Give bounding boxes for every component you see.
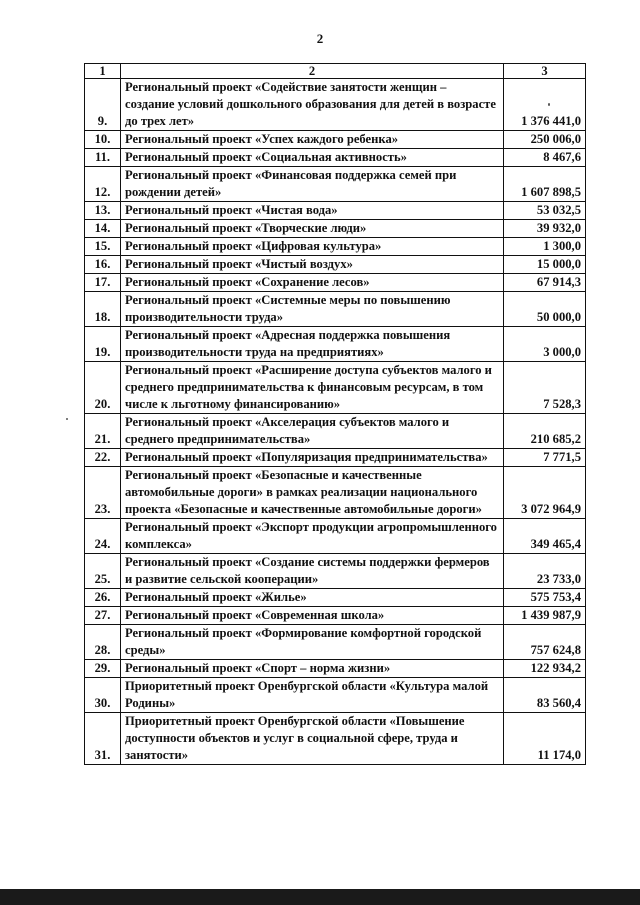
amount-value: 50 000,0 xyxy=(504,292,586,327)
column-header-1: 1 xyxy=(85,64,121,79)
row-number: 10. xyxy=(85,131,121,149)
amount-value: 23 733,0 xyxy=(504,554,586,589)
project-name: Региональный проект «Современная школа» xyxy=(121,607,504,625)
amount-value: 7 528,3 xyxy=(504,362,586,414)
project-name: Региональный проект «Популяризация предпринимательства» xyxy=(121,449,504,467)
amount-value: 53 032,5 xyxy=(504,202,586,220)
table-row xyxy=(85,149,586,167)
table-row xyxy=(85,625,586,660)
table-row xyxy=(85,607,586,625)
amount-value: 11 174,0 xyxy=(504,713,586,765)
table-row xyxy=(85,519,586,554)
table-row xyxy=(85,131,586,149)
project-name: Региональный проект «Системные меры по повышению производительности труда» xyxy=(121,292,504,327)
scan-edge-bar xyxy=(0,889,640,905)
column-header-2: 2 xyxy=(121,64,504,79)
row-number: 15. xyxy=(85,238,121,256)
amount-value: 83 560,4 xyxy=(504,678,586,713)
table-row xyxy=(85,274,586,292)
amount-value: 210 685,2 xyxy=(504,414,586,449)
column-header-3: 3 xyxy=(504,64,586,79)
table-row xyxy=(85,449,586,467)
row-number: 12. xyxy=(85,167,121,202)
row-number: 28. xyxy=(85,625,121,660)
row-number: 20. xyxy=(85,362,121,414)
amount-value: 122 934,2 xyxy=(504,660,586,678)
table-row xyxy=(85,79,586,131)
project-name: Региональный проект «Спорт – норма жизни» xyxy=(121,660,504,678)
table-row xyxy=(85,414,586,449)
row-number: 27. xyxy=(85,607,121,625)
header-row xyxy=(85,64,586,79)
amount-value: 1 607 898,5 xyxy=(504,167,586,202)
row-number: 24. xyxy=(85,519,121,554)
project-name: Приоритетный проект Оренбургской области «Культура малой Родины» xyxy=(121,678,504,713)
amount-value: 67 914,3 xyxy=(504,274,586,292)
amount-value: 1 439 987,9 xyxy=(504,607,586,625)
scan-speck xyxy=(66,418,68,420)
amount-value: 3 072 964,9 xyxy=(504,467,586,519)
project-name: Региональный проект «Творческие люди» xyxy=(121,220,504,238)
amount-value: 8 467,6 xyxy=(504,149,586,167)
project-name: Региональный проект «Сохранение лесов» xyxy=(121,274,504,292)
row-number: 22. xyxy=(85,449,121,467)
project-name: Региональный проект «Чистый воздух» xyxy=(121,256,504,274)
project-name: Региональный проект «Адресная поддержка повышения производительности труда на предприятиях» xyxy=(121,327,504,362)
project-name: Приоритетный проект Оренбургской области «Повышение доступности объектов и услуг в социальной сфере, труда и занятости» xyxy=(121,713,504,765)
table-row xyxy=(85,660,586,678)
amount-value: 15 000,0 xyxy=(504,256,586,274)
amount-value: 349 465,4 xyxy=(504,519,586,554)
row-number: 25. xyxy=(85,554,121,589)
budget-table xyxy=(84,63,586,765)
project-name: Региональный проект «Успех каждого ребенка» xyxy=(121,131,504,149)
row-number: 11. xyxy=(85,149,121,167)
table-row xyxy=(85,292,586,327)
table-row xyxy=(85,238,586,256)
project-name: Региональный проект «Акселерация субъектов малого и среднего предпринимательства» xyxy=(121,414,504,449)
table-row xyxy=(85,362,586,414)
table-row xyxy=(85,589,586,607)
table-row xyxy=(85,713,586,765)
project-name: Региональный проект «Создание системы поддержки фермеров и развитие сельской кооперации» xyxy=(121,554,504,589)
table-row xyxy=(85,256,586,274)
table-row xyxy=(85,554,586,589)
row-number: 29. xyxy=(85,660,121,678)
table-row xyxy=(85,202,586,220)
row-number: 26. xyxy=(85,589,121,607)
amount-value: 1 376 441,0 xyxy=(504,79,586,131)
project-name: Региональный проект «Жилье» xyxy=(121,589,504,607)
table-row xyxy=(85,678,586,713)
row-number: 18. xyxy=(85,292,121,327)
amount-value: 3 000,0 xyxy=(504,327,586,362)
amount-value: 575 753,4 xyxy=(504,589,586,607)
row-number: 31. xyxy=(85,713,121,765)
row-number: 23. xyxy=(85,467,121,519)
project-name: Региональный проект «Содействие занятости женщин – создание условий дошкольного образования для детей в возрасте до трех лет» xyxy=(121,79,504,131)
table-row xyxy=(85,220,586,238)
table-row xyxy=(85,167,586,202)
table-row xyxy=(85,467,586,519)
project-name: Региональный проект «Финансовая поддержка семей при рождении детей» xyxy=(121,167,504,202)
project-name: Региональный проект «Цифровая культура» xyxy=(121,238,504,256)
project-name: Региональный проект «Социальная активность» xyxy=(121,149,504,167)
amount-value: 7 771,5 xyxy=(504,449,586,467)
row-number: 9. xyxy=(85,79,121,131)
amount-value: 757 624,8 xyxy=(504,625,586,660)
project-name: Региональный проект «Чистая вода» xyxy=(121,202,504,220)
row-number: 30. xyxy=(85,678,121,713)
row-number: 16. xyxy=(85,256,121,274)
project-name: Региональный проект «Экспорт продукции агропромышленного комплекса» xyxy=(121,519,504,554)
project-name: Региональный проект «Безопасные и качественные автомобильные дороги» в рамках реализации национального проекта «Безопасные и качественные автомобильные дороги» xyxy=(121,467,504,519)
row-number: 21. xyxy=(85,414,121,449)
amount-value: 39 932,0 xyxy=(504,220,586,238)
amount-value: 250 006,0 xyxy=(504,131,586,149)
row-number: 19. xyxy=(85,327,121,362)
row-number: 17. xyxy=(85,274,121,292)
row-number: 13. xyxy=(85,202,121,220)
table-row xyxy=(85,327,586,362)
project-name: Региональный проект «Формирование комфортной городской среды» xyxy=(121,625,504,660)
page-number: 2 xyxy=(316,31,324,46)
scan-speck xyxy=(548,103,550,106)
project-name: Региональный проект «Расширение доступа субъектов малого и среднего предпринимательства к финансовым ресурсам, в том числе к льготному финансированию» xyxy=(121,362,504,414)
amount-value: 1 300,0 xyxy=(504,238,586,256)
row-number: 14. xyxy=(85,220,121,238)
